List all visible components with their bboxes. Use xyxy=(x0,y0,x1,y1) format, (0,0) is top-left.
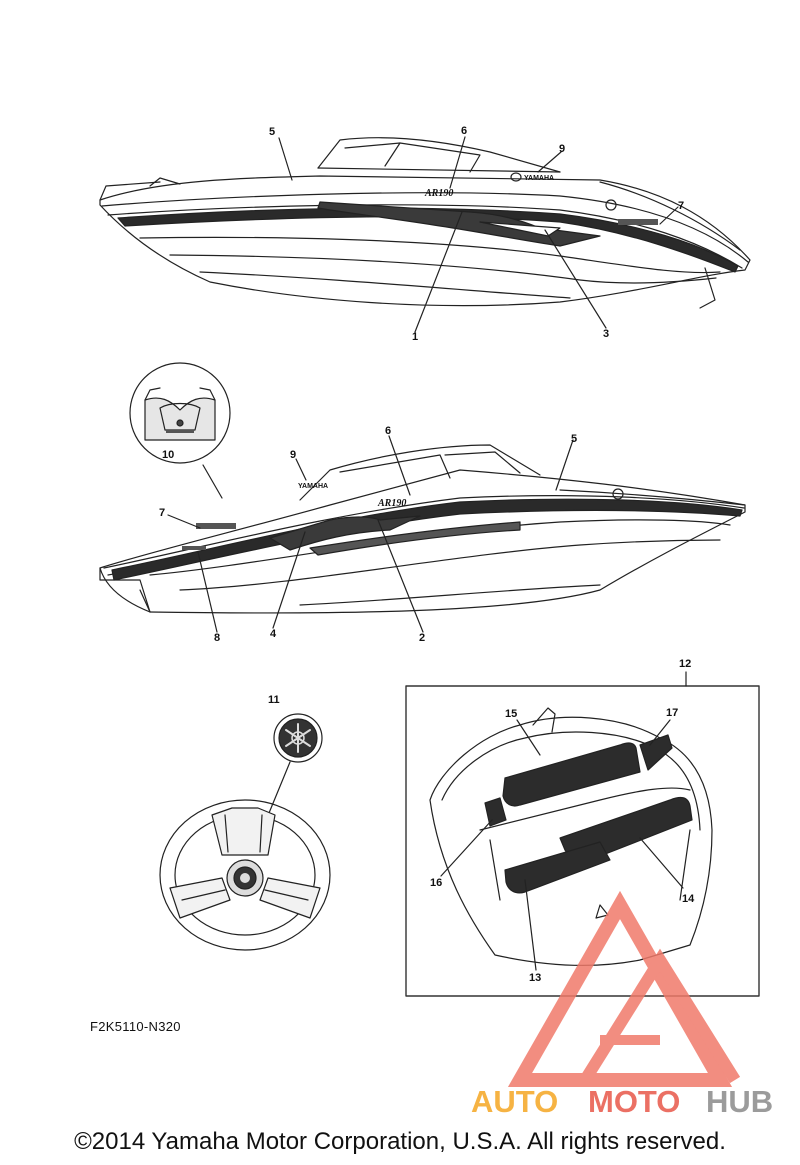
watermark-hub: HUB xyxy=(706,1084,774,1119)
callout-12: 12 xyxy=(679,658,692,670)
callout-1: 1 xyxy=(412,331,419,343)
automotohub-watermark xyxy=(471,905,773,1119)
callout-6-middle: 6 xyxy=(385,425,392,437)
callout-4: 4 xyxy=(270,628,277,640)
callout-8: 8 xyxy=(214,632,221,644)
callout-9-top: 9 xyxy=(559,143,566,155)
callout-7-top: 7 xyxy=(678,200,685,212)
boat-middle-view xyxy=(100,436,745,632)
callout-5-middle: 5 xyxy=(571,433,578,445)
callout-16: 16 xyxy=(430,877,443,889)
callout-9-middle: 9 xyxy=(290,449,297,461)
callout-5-top: 5 xyxy=(269,126,276,138)
detail-circle-10 xyxy=(130,363,230,463)
callout-17: 17 xyxy=(666,707,679,719)
callout-10: 10 xyxy=(162,449,175,461)
callout-11: 11 xyxy=(268,694,280,706)
callout-3: 3 xyxy=(603,328,610,340)
callout-2: 2 xyxy=(419,632,426,644)
callout-15: 15 xyxy=(505,708,518,720)
yamaha-logo-decal: YAMAHA xyxy=(524,175,555,182)
watermark-auto: AUTO xyxy=(471,1084,559,1119)
figure-code: F2K5110-N320 xyxy=(90,1019,181,1034)
watermark-moto: MOTO xyxy=(588,1084,681,1119)
model-logo-decal: AR190 xyxy=(425,188,454,199)
model-logo-decal-port: AR190 xyxy=(378,498,407,509)
callout-6-top: 6 xyxy=(461,125,468,137)
copyright-notice: ©2014 Yamaha Motor Corporation, U.S.A. All rights reserved. xyxy=(74,1128,726,1155)
detail-box-12 xyxy=(406,672,759,996)
yamaha-logo-decal-port: YAMAHA xyxy=(298,483,329,490)
steering-wheel xyxy=(160,800,330,950)
callout-7-middle: 7 xyxy=(159,507,166,519)
callout-14: 14 xyxy=(682,893,695,905)
boat-top-view xyxy=(100,137,750,332)
callout-13: 13 xyxy=(529,972,542,984)
